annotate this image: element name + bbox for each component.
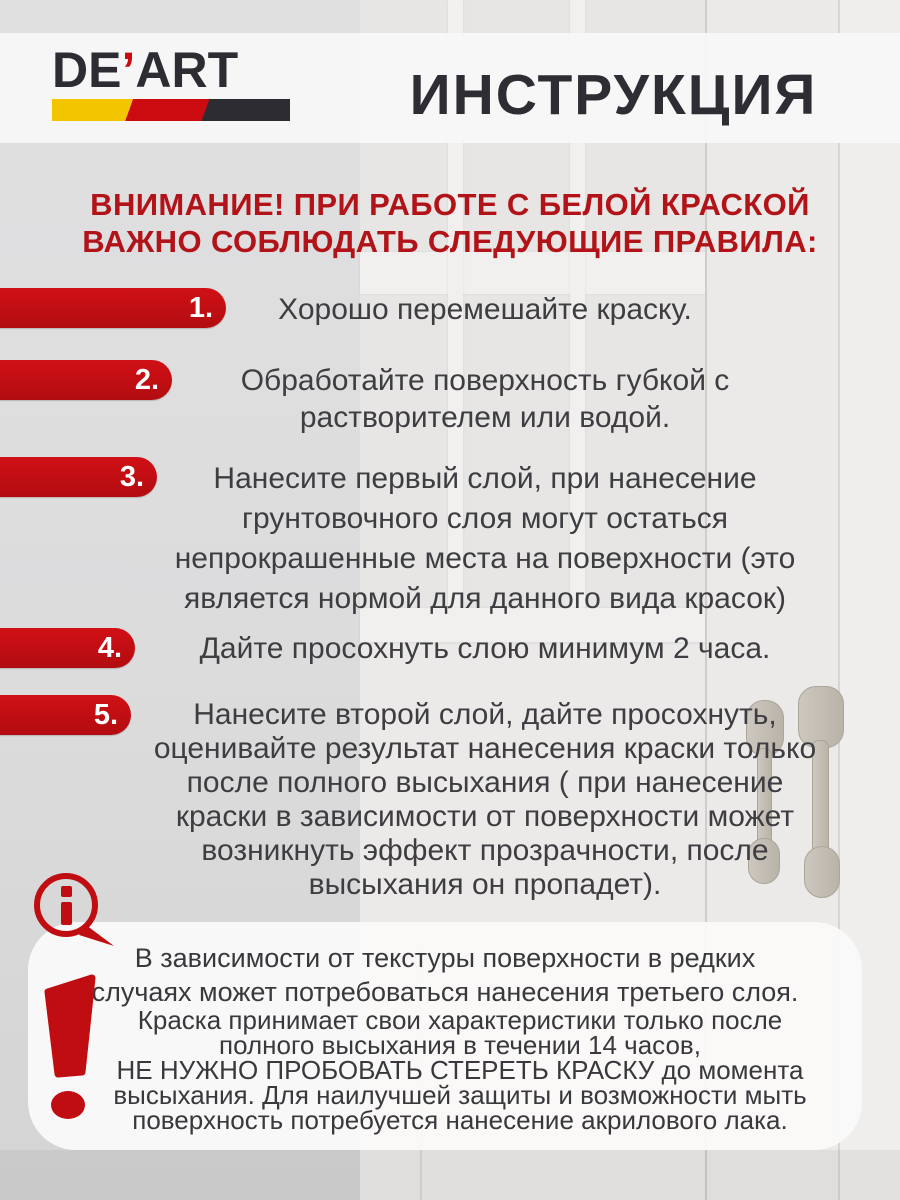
step-number-badge: 3. (0, 457, 157, 497)
brand-logo (52, 44, 292, 121)
step-text: Нанесите первый слой, при нанесение грунтовочного слоя могут остаться непрокрашенные места на поверхности (это является нормой для данного вида красок) (174, 462, 796, 615)
note-text: В зависимости от текстуры поверхности в редких случаях может потребоваться нанесения третьего слоя. (91, 943, 799, 1007)
step-text: Дайте просохнуть слою минимум 2 часа. (199, 632, 771, 665)
logo-apostrophe: ’ (121, 42, 136, 98)
warning-heading: ВНИМАНИЕ! ПРИ РАБОТЕ С БЕЛОЙ КРАСКОЙ ВАЖНО СОБЛЮДАТЬ СЛЕДУЮЩИЕ ПРАВИЛА: (82, 187, 818, 259)
page-title: ИНСТРУКЦИЯ (409, 63, 818, 127)
step-number-badge: 1. (0, 288, 226, 328)
photo-bottom-shade (0, 1150, 900, 1200)
brand-logo-text: DE’ART (52, 42, 239, 98)
step-text: Нанесите второй слой, дайте просохнуть, оценивайте результат нанесения краски только после полного высыхания ( при нанесение краски в зависимости от поверхности может возникнуть эффект прозрачности, после высыхания он пропадет). (153, 698, 817, 901)
logo-tricolor-stripe (52, 99, 290, 121)
step-number-badge: 4. (0, 628, 135, 668)
step-number-badge: 5. (0, 695, 131, 735)
step-text: Обработайте поверхность губкой с растворителем или водой. (240, 364, 730, 434)
step-number-badge: 2. (0, 360, 172, 400)
step-text: Хорошо перемешайте краску. (278, 293, 692, 326)
caution-text: Краска принимает свои характеристики только после полного высыхания в течении 14 часов, НЕ НУЖНО ПРОБОВАТЬ СТЕРЕТЬ КРАСКУ до момента высыхания. Для наилучшей защиты и возможности мыть поверхность потребуется нанесение акрилового лака. (113, 1005, 807, 1135)
